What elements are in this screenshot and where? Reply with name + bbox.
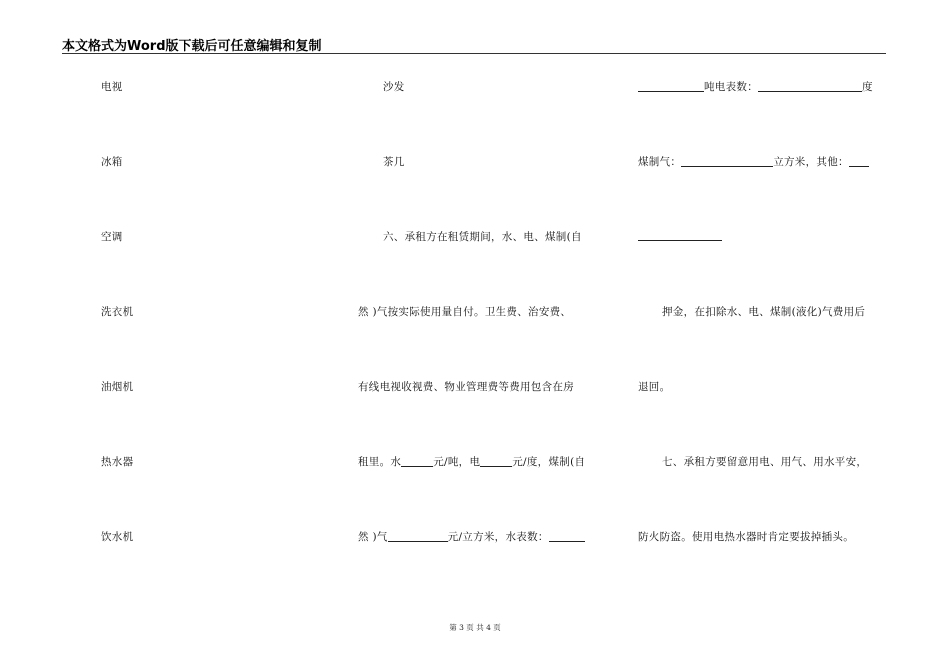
electric-meter-blank[interactable] bbox=[758, 80, 862, 92]
continuation-line bbox=[638, 229, 722, 242]
clause-text: 防火防盗。使用电热水器时肯定要拔掉插头。 bbox=[638, 531, 854, 543]
clause-text-with-blanks bbox=[358, 454, 585, 469]
page-number: 第 3 页 共 4 页 bbox=[449, 623, 501, 632]
clause-segment: 度 bbox=[862, 81, 873, 93]
furniture-item: 沙发 bbox=[383, 81, 405, 93]
appliance-item: 洗衣机 bbox=[101, 306, 134, 318]
meter-reading-line bbox=[638, 79, 873, 94]
clause-text: 押金，在扣除水、电、煤制(液化)气费用后 bbox=[662, 306, 866, 318]
clause-text: 有线电视收视费、物业管理费等费用包含在房 bbox=[358, 381, 574, 393]
clause-segment: 煤制气： bbox=[638, 156, 682, 168]
other-blank[interactable] bbox=[849, 155, 869, 167]
clause-segment: 立方米，其他： bbox=[773, 156, 849, 168]
clause-segment: 租里。水 bbox=[358, 456, 402, 468]
appliance-item: 空调 bbox=[101, 231, 123, 243]
clause-segment: 元/度，煤制(自 bbox=[512, 456, 586, 468]
appliance-item: 冰箱 bbox=[101, 156, 123, 168]
water-meter-blank[interactable] bbox=[549, 530, 585, 542]
clause-segment: 然 )气 bbox=[358, 531, 388, 543]
meter-reading-line bbox=[638, 154, 869, 169]
clause-segment: 元/吨，电 bbox=[433, 456, 481, 468]
other-continued-blank[interactable] bbox=[638, 229, 722, 241]
clause-text: 七、承租方要留意用电、用气、用水平安， bbox=[662, 456, 868, 468]
clause-text: 然 )气按实际使用量自付。卫生费、治安费、 bbox=[358, 306, 572, 318]
document-header bbox=[62, 33, 886, 54]
electric-rate-blank[interactable] bbox=[480, 455, 512, 467]
clause-text: 退回。 bbox=[638, 381, 671, 393]
furniture-item: 茶几 bbox=[383, 156, 405, 168]
appliance-item: 电视 bbox=[101, 81, 123, 93]
appliance-item: 饮水机 bbox=[101, 531, 134, 543]
clause-text-with-blanks bbox=[358, 529, 585, 544]
clause-text: 六、承租方在租赁期间，水、电、煤制(自 bbox=[383, 231, 582, 243]
clause-segment: 吨电表数： bbox=[704, 81, 758, 93]
gas-meter-blank[interactable] bbox=[681, 155, 773, 167]
water-meter-continued-blank[interactable] bbox=[638, 80, 704, 92]
header-title: 本文格式为Word版下载后可任意编辑和复制 bbox=[62, 39, 322, 54]
gas-rate-blank[interactable] bbox=[388, 530, 448, 542]
clause-segment: 元/立方米，水表数： bbox=[447, 531, 549, 543]
appliance-item: 油烟机 bbox=[101, 381, 134, 393]
appliance-item: 热水器 bbox=[101, 456, 134, 468]
water-rate-blank[interactable] bbox=[401, 455, 433, 467]
